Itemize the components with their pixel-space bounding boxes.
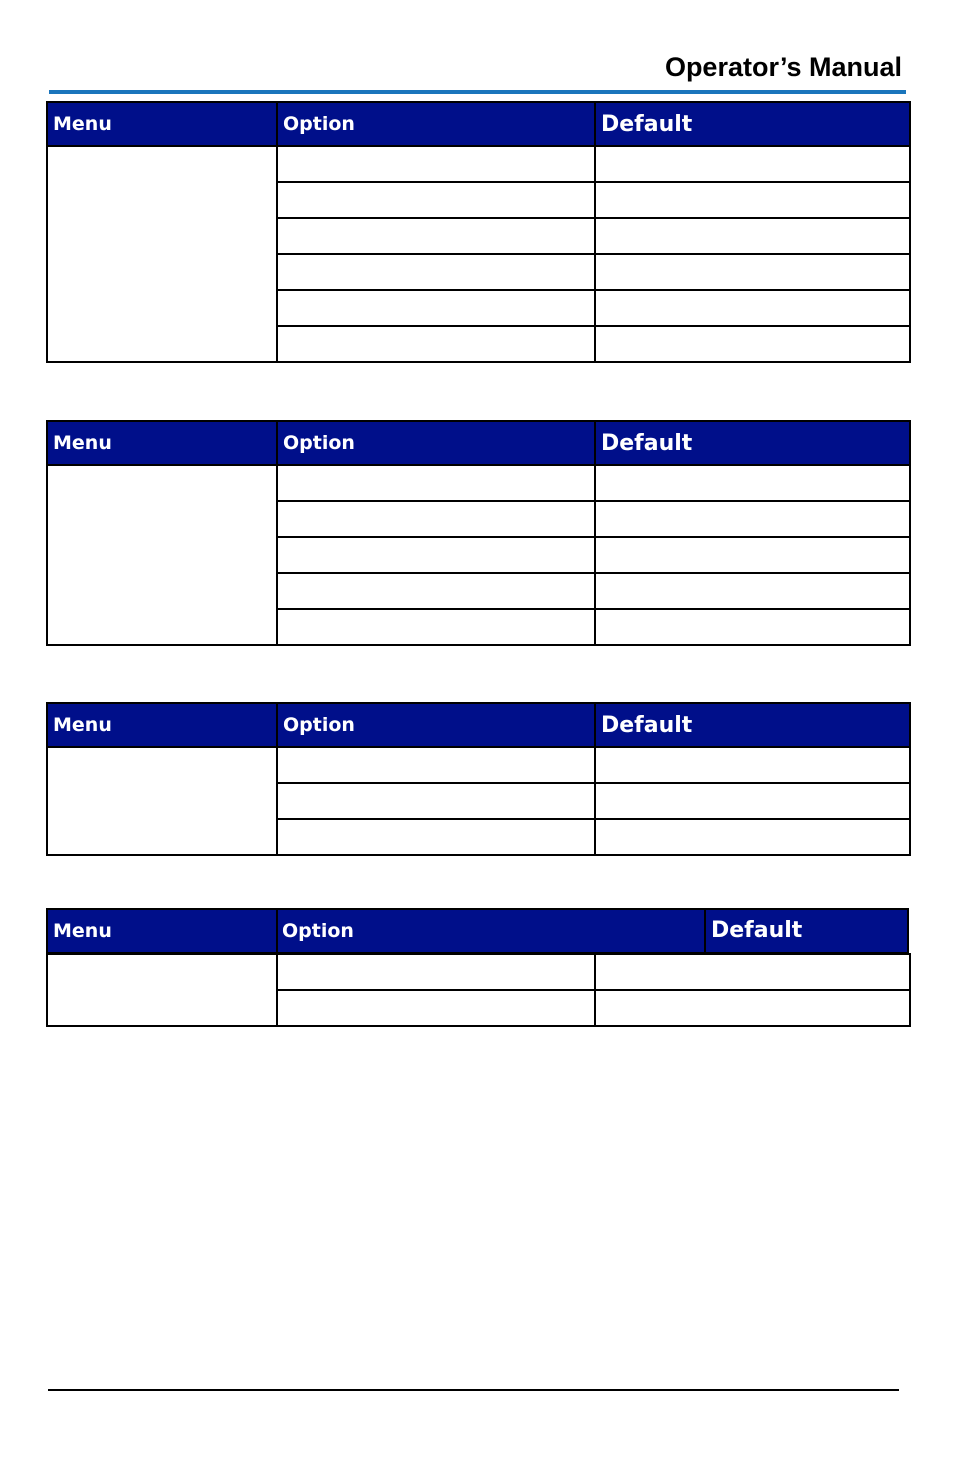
option-cell [277,954,595,990]
default-cell [595,290,910,326]
table-row [47,954,910,990]
option-cell [277,290,595,326]
default-cell [595,254,910,290]
option-cell [277,990,595,1026]
table-row [47,747,910,783]
default-cell [595,182,910,218]
menu-table-3 [46,702,911,856]
default-cell [595,819,910,855]
menu-cell [47,747,277,855]
menu-table-1 [46,101,911,363]
column-header-option: Option [277,421,595,465]
menu-cell [47,954,277,1026]
default-cell [595,326,910,362]
column-header-default: Default [711,918,803,943]
column-divider [704,910,706,952]
column-header-menu: Menu [47,102,277,146]
option-cell [277,573,595,609]
option-cell [277,819,595,855]
option-cell [277,537,595,573]
table-row [47,146,910,182]
option-cell [277,747,595,783]
column-header-default: Default [595,102,910,146]
column-divider [276,910,278,952]
table-row [47,465,910,501]
default-cell [595,218,910,254]
option-cell [277,218,595,254]
default-cell [595,146,910,182]
column-header-option: Option [282,920,354,942]
column-header-menu: Menu [47,421,277,465]
option-cell [277,501,595,537]
option-cell [277,326,595,362]
column-header-menu: Menu [47,703,277,747]
menu-table-4-header [46,908,909,954]
header-rule [49,90,906,94]
footer-rule [48,1389,899,1391]
default-cell [595,954,910,990]
default-cell [595,537,910,573]
table-header-row [47,421,910,465]
option-cell [277,783,595,819]
column-header-menu: Menu [53,920,112,942]
column-header-option: Option [277,703,595,747]
option-cell [277,609,595,645]
option-cell [277,465,595,501]
page-title: Operator’s Manual [664,52,902,82]
column-header-default: Default [595,703,910,747]
menu-cell [47,465,277,645]
column-header-default: Default [595,421,910,465]
default-cell [595,465,910,501]
menu-table-4 [46,953,911,1027]
menu-cell [47,146,277,362]
option-cell [277,254,595,290]
menu-table-2 [46,420,911,646]
option-cell [277,182,595,218]
default-cell [595,783,910,819]
default-cell [595,609,910,645]
default-cell [595,747,910,783]
option-cell [277,146,595,182]
table-header-row [47,703,910,747]
column-header-option: Option [277,102,595,146]
default-cell [595,990,910,1026]
table-header-row [47,102,910,146]
default-cell [595,573,910,609]
default-cell [595,501,910,537]
